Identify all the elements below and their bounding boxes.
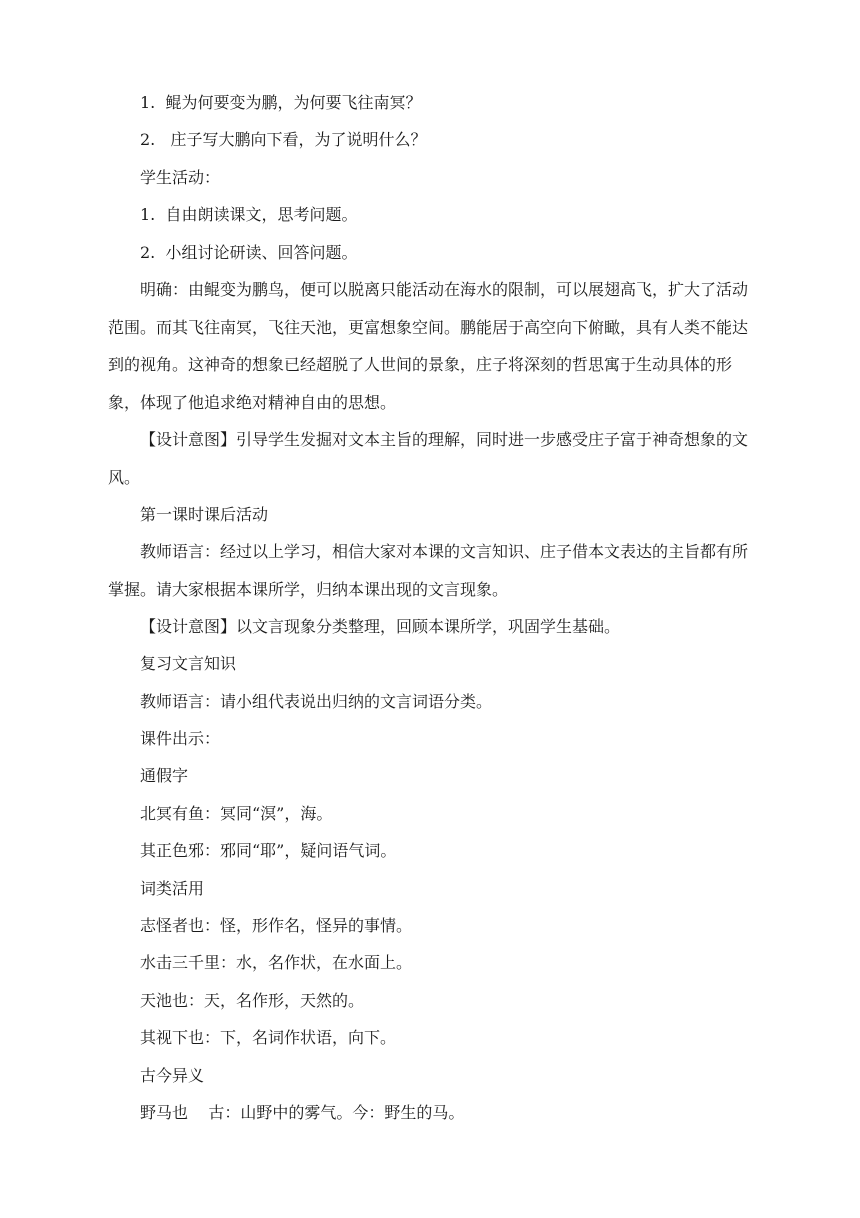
tongjiazi-item-1: 北冥有鱼：冥同“溟”，海。 xyxy=(140,804,333,823)
courseware-label: 课件出示： xyxy=(140,729,221,748)
clarification-paragraph: 明确：由鲲变为鹏鸟，便可以脱离只能活动在海水的限制，可以展翅高飞，扩大了活动范围。而其飞往南冥，飞往天池，更富想象空间。鹏能居于高空向下俯瞰，具有人类不能达到的视角。这神奇的想象已经超脱了人世间的景象，庄子将深刻的哲思寓于生动具体的形象，体现了他追求绝对精神自由的思想。 xyxy=(108,280,749,412)
teacher-speech-2: 教师语言：请小组代表说出归纳的文言词语分类。 xyxy=(140,692,493,711)
question-2: 2. 庄子写大鹏向下看，为了说明什么？ xyxy=(140,130,427,149)
tongjiazi-item-2: 其正色邪：邪同“耶”，疑问语气词。 xyxy=(140,841,397,860)
word-class-item-3: 天池也：天，名作形，天然的。 xyxy=(140,991,365,1010)
student-activity-heading: 学生活动： xyxy=(140,168,221,187)
word-class-item-4: 其视下也：下，名词作状语，向下。 xyxy=(140,1028,397,1047)
word-class-heading: 词类活用 xyxy=(140,879,205,898)
word-class-item-2: 水击三千里：水，名作状，在水面上。 xyxy=(140,953,413,972)
question-1: 1. 鲲为何要变为鹏，为何要飞往南冥？ xyxy=(140,93,422,112)
after-class-activity-heading: 第一课时课后活动 xyxy=(140,505,269,524)
review-heading: 复习文言知识 xyxy=(140,654,237,673)
word-class-item-1: 志怪者也：怪，形作名，怪异的事情。 xyxy=(140,916,413,935)
ancient-modern-heading: 古今异义 xyxy=(140,1066,205,1085)
design-intent-1: 【设计意图】引导学生发掘对文本主旨的理解，同时进一步感受庄子富于神奇想象的文风。 xyxy=(108,430,749,487)
teacher-speech-1: 教师语言：经过以上学习，相信大家对本课的文言知识、庄子借本文表达的主旨都有所掌握。请大家根据本课所学，归纳本课出现的文言现象。 xyxy=(108,542,749,599)
tongjiazi-heading: 通假字 xyxy=(140,766,189,785)
activity-item-2: 2. 小组讨论研读、回答问题。 xyxy=(140,243,358,262)
design-intent-2: 【设计意图】以文言现象分类整理，回顾本课所学，巩固学生基础。 xyxy=(140,617,621,636)
activity-item-1: 1. 自由朗读课文，思考问题。 xyxy=(140,205,358,224)
ancient-modern-item-1: 野马也 古：山野中的雾气。今：野生的马。 xyxy=(140,1103,465,1122)
